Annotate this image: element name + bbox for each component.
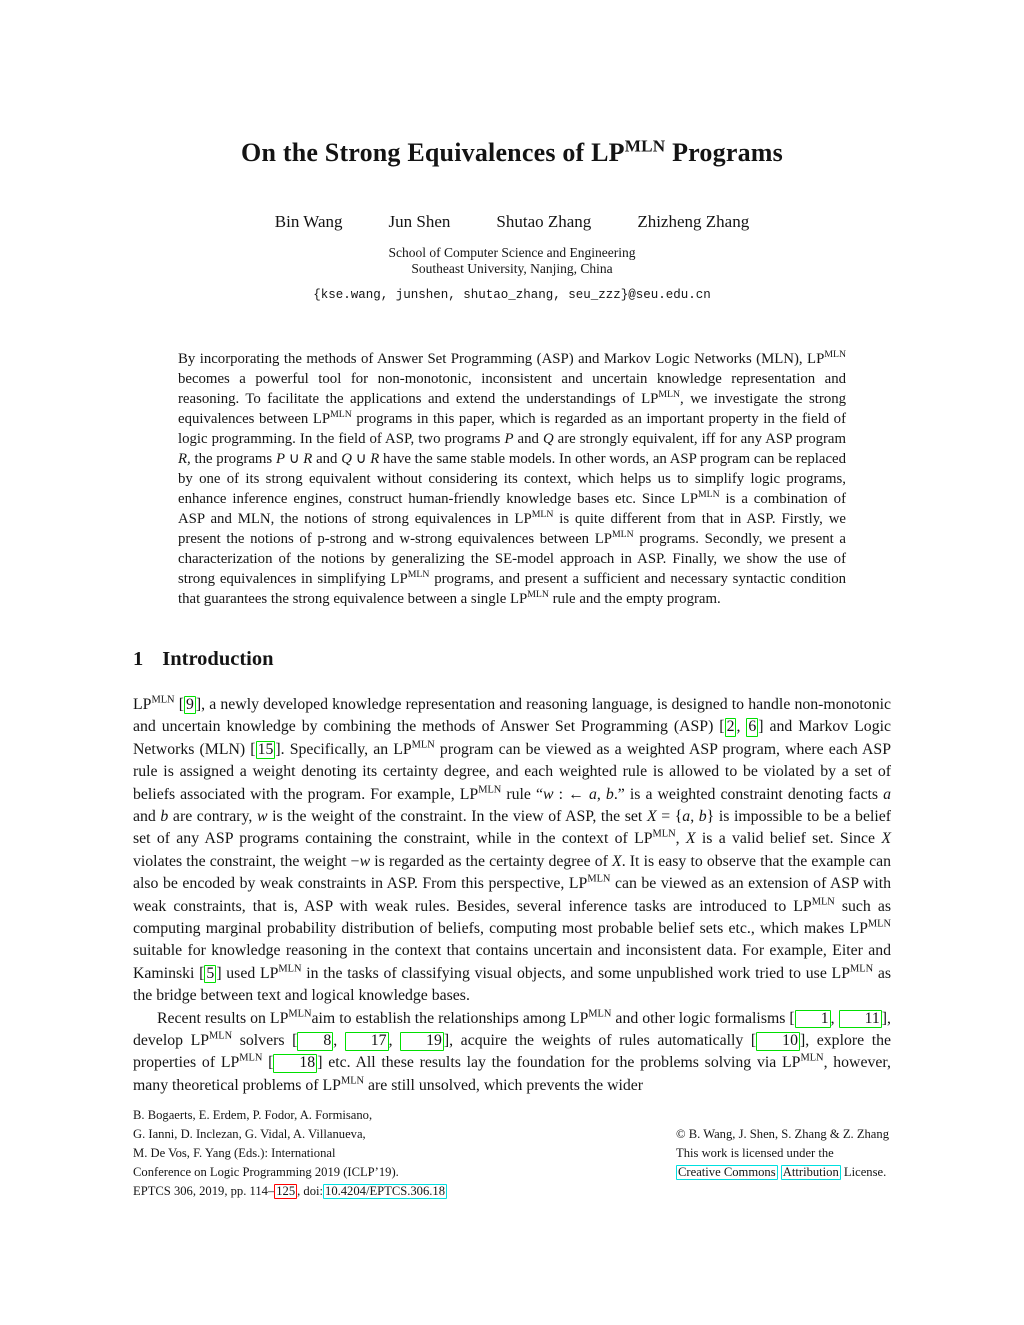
math-variable: Q — [341, 450, 352, 467]
math-variable: X — [685, 830, 696, 848]
citation-link[interactable]: 18 — [273, 1054, 317, 1073]
superscript-text: MLN — [849, 963, 874, 975]
citation-link[interactable]: 11 — [839, 1010, 882, 1029]
abstract-paragraph: By incorporating the methods of Answer Set Programming (ASP) and Markov Logic Networks (MLN), $LP^{MLN}$ becomes a powerful tool for non-monotonic, inconsistent and uncertain knowledge representation and reasoning. To facilitate the applications and extend the understandings of $LP^{MLN}$, we investigate the strong equivalences between $LP^{MLN}$ programs in this paper, which is regarded as an important property in the field of logic programming. In the field of ASP, two programs P and Q are strongly equivalent, iff for any ASP program R, the programs P ∪ R and Q ∪ R have the same stable models. In other words, an ASP program can be replaced by one of its strong equivalent without considering its context, which helps us to simplify logic programs, enhance inference engines, construct human-friendly knowledge bases etc. Since $LP^{MLN}$ is a combination of ASP and MLN, the notions of strong equivalences in $LP^{MLN}$ is quite different from that in ASP. Firstly, we present the notions of p-strong and w-strong equivalences between $LP^{MLN}$ programs. Secondly, we present a characterization of the notions by generalizing the SE-model approach in ASP. Finally, we show the use of strong equivalences in simplifying $LP^{MLN}$ programs, and present a sufficient and necessary syntactic condition that guarantees the strong equivalence between a single $LP^{MLN}$ rule and the empty program. — [178, 348, 847, 607]
superscript-text: MLN — [527, 588, 549, 600]
math-variable: a — [588, 785, 597, 803]
footer-license-line: This work is licensed under the — [676, 1146, 834, 1161]
superscript-text: MLN — [588, 1008, 612, 1020]
math-variable: Q — [542, 430, 554, 447]
external-link[interactable]: 10.4204/EPTCS.306.18 — [325, 1184, 446, 1199]
footer-license-block — [676, 1106, 891, 1201]
author-name: Zhizheng Zhang — [637, 211, 750, 231]
superscript-text: MLN — [411, 739, 435, 751]
superscript-text: MLN — [811, 896, 835, 908]
footer-editors-block — [133, 1106, 447, 1201]
footer-license-line: Creative Commons Attribution License. — [678, 1165, 887, 1180]
math-variable: w — [359, 852, 371, 870]
external-link[interactable]: Attribution — [782, 1165, 839, 1180]
affiliation-line-2: Southeast University, Nanjing, China — [411, 260, 613, 276]
superscript-text: MLN — [239, 1053, 263, 1065]
email-line: {kse.wang, junshen, shutao_zhang, seu_zzz}@seu.edu.cn — [313, 287, 711, 302]
author-name: Jun Shen — [388, 211, 451, 231]
math-variable: b — [605, 785, 614, 803]
math-variable: b — [698, 807, 707, 825]
math-variable: X — [612, 852, 622, 870]
section-heading — [133, 648, 891, 671]
superscript-text: MLN — [624, 136, 666, 156]
superscript-text: MLN — [478, 784, 502, 796]
math-variable: R — [178, 450, 188, 467]
author-name: Shutao Zhang — [496, 211, 592, 231]
citation-link[interactable]: 8 — [297, 1032, 333, 1051]
footer-line: B. Bogaerts, E. Erdem, P. Fodor, A. Formisano, — [133, 1108, 373, 1123]
superscript-text: MLN — [824, 348, 846, 360]
citation-link[interactable]: 6 — [748, 718, 757, 736]
superscript-text: MLN — [407, 568, 430, 580]
citation-link[interactable]: 10 — [756, 1032, 800, 1051]
math-variable: R — [370, 450, 380, 467]
math-variable: a — [682, 807, 691, 825]
citation-link[interactable]: 2 — [726, 718, 735, 736]
math-variable: P — [504, 430, 514, 447]
footer-copyright-line: © B. Wang, J. Shen, S. Zhang & Z. Zhang — [676, 1127, 889, 1142]
superscript-text: MLN — [612, 528, 634, 540]
page-number-link[interactable]: 125 — [276, 1184, 296, 1199]
citation-link[interactable]: 1 — [795, 1010, 831, 1029]
page-footer — [133, 1106, 891, 1201]
section-number: 1 — [133, 647, 144, 670]
intro-paragraph-1: $LP^{MLN}$ [ 9 ], a newly developed knowledge representation and reasoning language, is designed to handle non-monotonic and uncertain knowledge by combining the methods of Answer Set Programming (ASP) [ 2 , 6 ] and Markov Logic Networks (MLN) [ 15 ]. Specifically, an $LP^{MLN}$ program can be viewed as a weighted ASP program, where each ASP rule is assigned a weight denoting its certainty degree, and each weighted rule is allowed to be violated by a set of beliefs associated with the program. For example, $LP^{MLN}$ rule “w : ← a, b.” is a weighted constraint denoting facts a and b are contrary, w is the weight of the constraint. In the view of ASP, the set X = {a, b} is impossible to be a belief set of any ASP programs containing the constraint, while in the context of $LP^{MLN}$, X is a valid belief set. Since X violates the constraint, the weight −w is regarded as the certainty degree of X. It is easy to observe that the example can also be encoded by weak constraints in ASP. From this perspective, $LP^{MLN}$ can be viewed as an extension of ASP with weak constraints, that is, ASP with weak rules. Besides, several inference tasks are introduced to $LP^{MLN}$ such as computing marginal probability distribution of beliefs, computing most probable belief sets etc., which makes $LP^{MLN}$ suitable for knowledge reasoning in the context that contains uncertain and inconsistent data. For example, Eiter and Kaminski [ 5 ] used $LP^{MLN}$ in the tasks of classifying visual objects, and some unpublished work tried to use $LP^{MLN}$ as the bridge between text and logical knowledge bases. — [133, 694, 892, 1005]
external-link[interactable]: Creative Commons — [678, 1165, 776, 1180]
citation-link[interactable]: 15 — [257, 740, 274, 758]
superscript-text: MLN — [800, 1053, 824, 1065]
superscript-text: MLN — [697, 488, 720, 500]
affiliation-line-1: School of Computer Science and Engineering — [388, 244, 636, 260]
footer-line: EPTCS 306, 2019, pp. 114– 125 , doi: 10.4204/EPTCS.306.18 — [133, 1184, 446, 1199]
section-title: Introduction — [162, 647, 274, 670]
intro-paragraph-2: Recent results on $LP^{MLN}aim$ to establish the relationships among $LP^{MLN}$ and other logic formalisms [ 1 , 11 ], develop $LP^{MLN}$ solvers [ 8 , 17 , 19 ], acquire the weights of rules automatically [ 10 ], explore the properties of $LP^{MLN}$ [ 18 ] etc. All these results lay the foundation for the problems solving via $LP^{MLN}$, however, many theoretical problems of $LP^{MLN}$ are still unsolved, which prevents the wider — [133, 1008, 891, 1094]
superscript-text: MLN — [340, 1075, 365, 1087]
math-variable: R — [303, 450, 313, 467]
citation-link[interactable]: 17 — [345, 1032, 389, 1051]
footer-line: M. De Vos, F. Yang (Eds.): International — [133, 1146, 336, 1161]
math-variable: w — [543, 785, 554, 803]
author-name: Bin Wang — [274, 211, 343, 231]
superscript-text: MLN — [288, 1008, 312, 1020]
authors-row — [133, 212, 891, 232]
footer-line: G. Ianni, D. Inclezan, G. Vidal, A. Villanueva, — [133, 1127, 366, 1142]
math-variable: w — [256, 807, 268, 825]
math-variable: X — [646, 807, 657, 825]
paper-title: On the Strong Equivalences of $LP^{MLN}$ Programs — [241, 136, 783, 167]
math-variable: a — [883, 785, 891, 803]
superscript-text: MLN — [867, 918, 891, 930]
math-variable: b — [160, 807, 169, 825]
citation-link[interactable]: 9 — [185, 695, 194, 713]
superscript-text: MLN — [652, 829, 676, 841]
superscript-text: MLN — [278, 963, 302, 975]
superscript-text: MLN — [531, 508, 554, 520]
citation-link[interactable]: 5 — [206, 964, 215, 982]
footer-line: Conference on Logic Programming 2019 (ICLP’19). — [133, 1165, 399, 1180]
superscript-text: MLN — [330, 408, 352, 420]
superscript-text: MLN — [658, 388, 681, 400]
superscript-text: MLN — [209, 1030, 233, 1042]
superscript-text: MLN — [587, 873, 611, 885]
math-variable: X — [881, 830, 891, 848]
superscript-text: MLN — [151, 694, 175, 706]
math-variable: P — [275, 450, 285, 467]
citation-link[interactable]: 19 — [400, 1032, 444, 1051]
